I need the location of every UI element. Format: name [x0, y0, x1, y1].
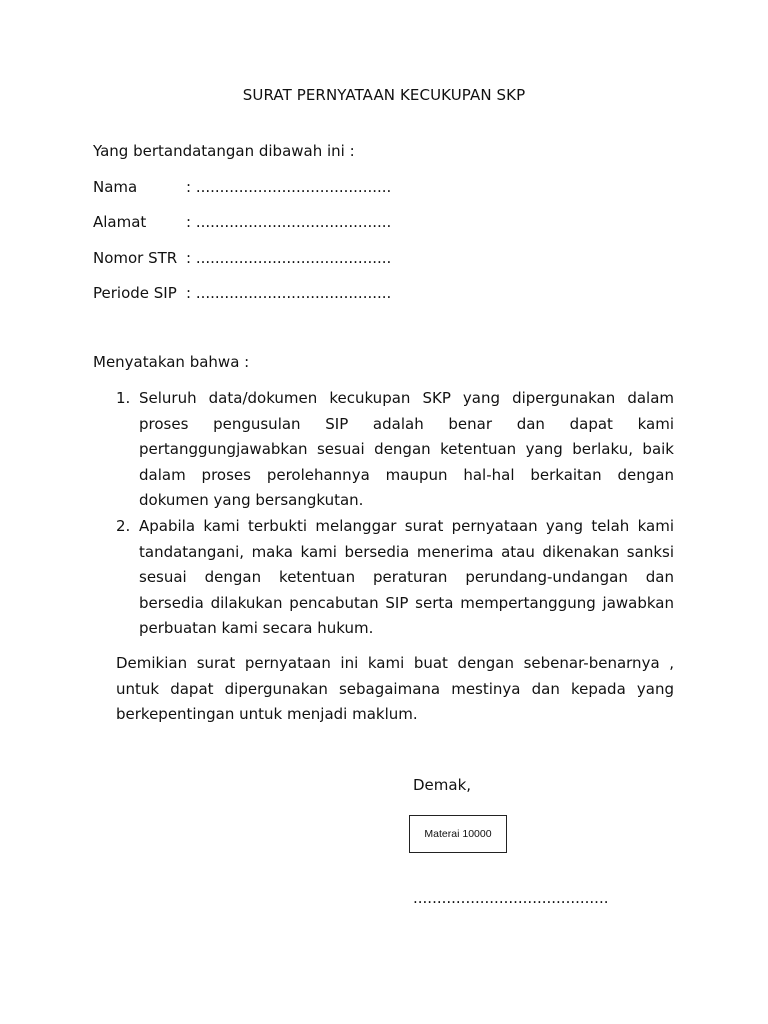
statement-list	[116, 386, 674, 642]
list-number: 2.	[116, 516, 131, 535]
field-label: Nomor STR	[93, 249, 178, 267]
statement-intro: Menyatakan bahwa :	[93, 353, 250, 371]
field-value: : .........................................	[186, 249, 392, 267]
closing-paragraph: Demikian surat pernyataan ini kami buat dengan sebenar-benarnya , untuk dapat dipergunakan sebagaimana mestinya dan kepada yang berkepentingan untuk menjadi maklum.	[116, 654, 674, 723]
list-number: 1.	[116, 389, 131, 407]
intro-text: Yang bertandatangan dibawah ini :	[93, 142, 355, 160]
list-text: Seluruh data/dokumen kecukupan SKP yang dipergunakan dalam proses pengusulan SIP adalah benar dan dapat kami pertanggungjawabkan sesuai dengan ketentuan yang berlaku, baik dalam proses perolehannya maupun hal-hal berkaitan dengan dokumen yang bersangkutan.	[139, 389, 674, 510]
list-item	[116, 386, 674, 514]
field-label: Alamat	[93, 213, 147, 231]
field-value: : .........................................	[186, 284, 392, 302]
field-value: : .........................................	[186, 213, 392, 231]
field-label: Nama	[93, 178, 138, 196]
list-text: Apabila kami terbukti melanggar surat pernyataan yang telah kami tandatangani, maka kami bersedia menerima atau dikenakan sanksi sesuai dengan ketentuan peraturan perundang-undangan dan bersedia dilakukan pencabutan SIP serta mempertanggung jawabkan perbuatan kami secara hukum.	[139, 516, 674, 638]
document-title: SURAT PERNYATAAN KECUKUPAN SKP	[242, 86, 526, 104]
signature-line: .........................................	[413, 889, 609, 907]
field-value: : .........................................	[186, 178, 392, 196]
stamp-box	[409, 815, 507, 853]
stamp-label: Materai 10000	[424, 828, 492, 840]
field-label: Periode SIP	[93, 284, 177, 302]
list-item	[116, 514, 674, 642]
place-date: Demak,	[413, 776, 472, 794]
